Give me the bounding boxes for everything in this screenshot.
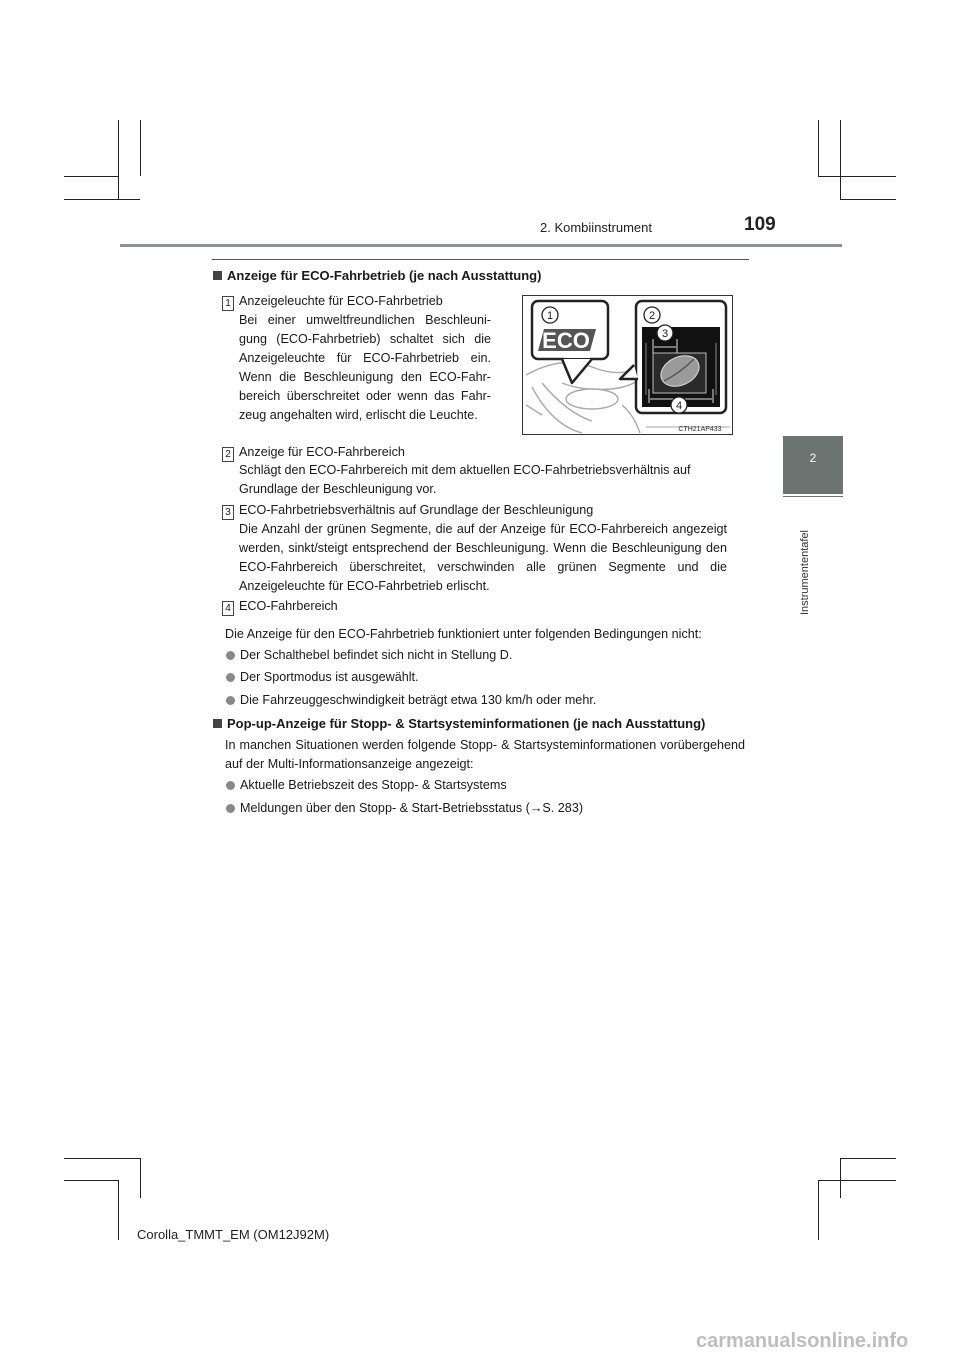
stop-start-item: Meldungen über den Stopp- & Start-Betriebsstatus (→S. 283) xyxy=(240,801,584,815)
crop-mark xyxy=(64,1158,140,1159)
document-id: Corolla_TMMT_EM (OM12J92M) xyxy=(137,1227,330,1242)
item-number: 1 xyxy=(222,296,234,311)
round-bullet-icon xyxy=(226,673,235,682)
round-bullet-icon xyxy=(226,781,235,790)
section2-intro: In manchen Situationen werden folgende Stopp- & Startsysteminformationen vorübergehend auf der Multi-Informationsanzeige angezeigt: xyxy=(225,738,745,771)
crop-mark xyxy=(118,120,119,200)
item-body: Schlägt den ECO-Fahrbereich mit dem aktuellen ECO-Fahrbetriebsverhältnis auf Grundlage der Beschleunigung vor. xyxy=(239,463,691,496)
crop-mark xyxy=(840,1158,896,1159)
section-heading xyxy=(213,716,705,731)
crop-mark xyxy=(118,1180,119,1240)
item-title: Anzeigeleuchte für ECO-Fahrbetrieb xyxy=(239,294,443,308)
crop-mark xyxy=(818,176,896,177)
item-body: Die Anzahl der grünen Segmente, die auf der Anzeige für ECO-Fahrbereich angezeigt werden, sinkt/steigt entsprechend der Beschleunigung. Wenn die Beschleunigung den ECO-Fahrbereich überschreitet, verschwinden alle grünen Segmente und die Anzeigeleuchte für ECO-Fahrbetrieb erlischt. xyxy=(239,522,727,593)
round-bullet-icon xyxy=(226,651,235,660)
watermark: carmanualsonline.info xyxy=(696,1330,909,1352)
item-number: 2 xyxy=(222,447,234,462)
condition-item: Der Sportmodus ist ausgewählt. xyxy=(240,670,419,684)
condition-intro: Die Anzeige für den ECO-Fahrbetrieb funktioniert unter folgenden Bedingungen nicht: xyxy=(225,627,702,641)
crop-mark xyxy=(840,120,841,200)
callout-2: 2 xyxy=(648,310,656,322)
page-number: 109 xyxy=(744,214,776,235)
crop-mark xyxy=(818,1180,896,1181)
item-body: Bei einer umweltfreundlichen Beschleunigung (ECO-Fahrbetrieb) schaltet sich die Anzeigeleuchte für ECO-Fahrbetrieb ein. Wenn die Beschleunigung den ECO-Fahrbereich überschreitet oder wenn das Fahrzeug angehalten wird, erlischt die Leuchte. xyxy=(239,313,491,422)
callout-1: 1 xyxy=(546,310,554,322)
item-title: Anzeige für ECO-Fahrbereich xyxy=(239,445,405,459)
section-title: 2. Kombiinstrument xyxy=(540,220,652,235)
crop-mark xyxy=(140,1158,141,1198)
eco-illustration xyxy=(522,295,733,435)
crop-mark xyxy=(818,1180,819,1240)
crop-mark xyxy=(64,1180,118,1181)
crop-mark xyxy=(64,176,118,177)
chapter-number: 2 xyxy=(809,451,817,465)
callout-4: 4 xyxy=(675,400,683,412)
square-bullet-icon xyxy=(213,719,222,728)
stop-start-item: Aktuelle Betriebszeit des Stopp- & Startsystems xyxy=(240,778,507,792)
item-number: 3 xyxy=(222,505,234,520)
tab-divider xyxy=(783,496,843,497)
heading-text: Pop-up-Anzeige für Stopp- & Startsysteminformationen (je nach Ausstattung) xyxy=(227,716,706,731)
item-title: ECO-Fahrbereich xyxy=(239,599,338,613)
crop-mark xyxy=(64,199,140,200)
callout-3: 3 xyxy=(661,328,669,340)
chapter-label-text: Instrumententafel xyxy=(799,530,811,615)
figure-code: CTH21AP433 xyxy=(678,426,722,433)
chapter-tab[interactable] xyxy=(783,436,843,494)
condition-item: Der Schalthebel befindet sich nicht in Stellung D. xyxy=(240,648,513,662)
heading-text: Anzeige für ECO-Fahrbetrieb (je nach Ausstattung) xyxy=(227,268,542,283)
item-title: ECO-Fahrbetriebsverhältnis auf Grundlage der Beschleunigung xyxy=(239,503,594,517)
eco-figure-svg xyxy=(522,295,733,435)
round-bullet-icon xyxy=(226,804,235,813)
header-rule xyxy=(120,244,842,247)
item-number: 4 xyxy=(222,601,234,616)
chapter-label xyxy=(797,505,817,615)
crop-mark xyxy=(140,120,141,176)
crop-mark xyxy=(840,1158,841,1198)
eco-label: ECO xyxy=(542,328,590,353)
section-rule xyxy=(212,259,749,260)
condition-item: Die Fahrzeuggeschwindigkeit beträgt etwa 130 km/h oder mehr. xyxy=(240,693,597,707)
crop-mark xyxy=(818,120,819,176)
square-bullet-icon xyxy=(213,271,222,280)
crop-mark xyxy=(840,199,896,200)
round-bullet-icon xyxy=(226,696,235,705)
section-heading xyxy=(213,268,541,283)
